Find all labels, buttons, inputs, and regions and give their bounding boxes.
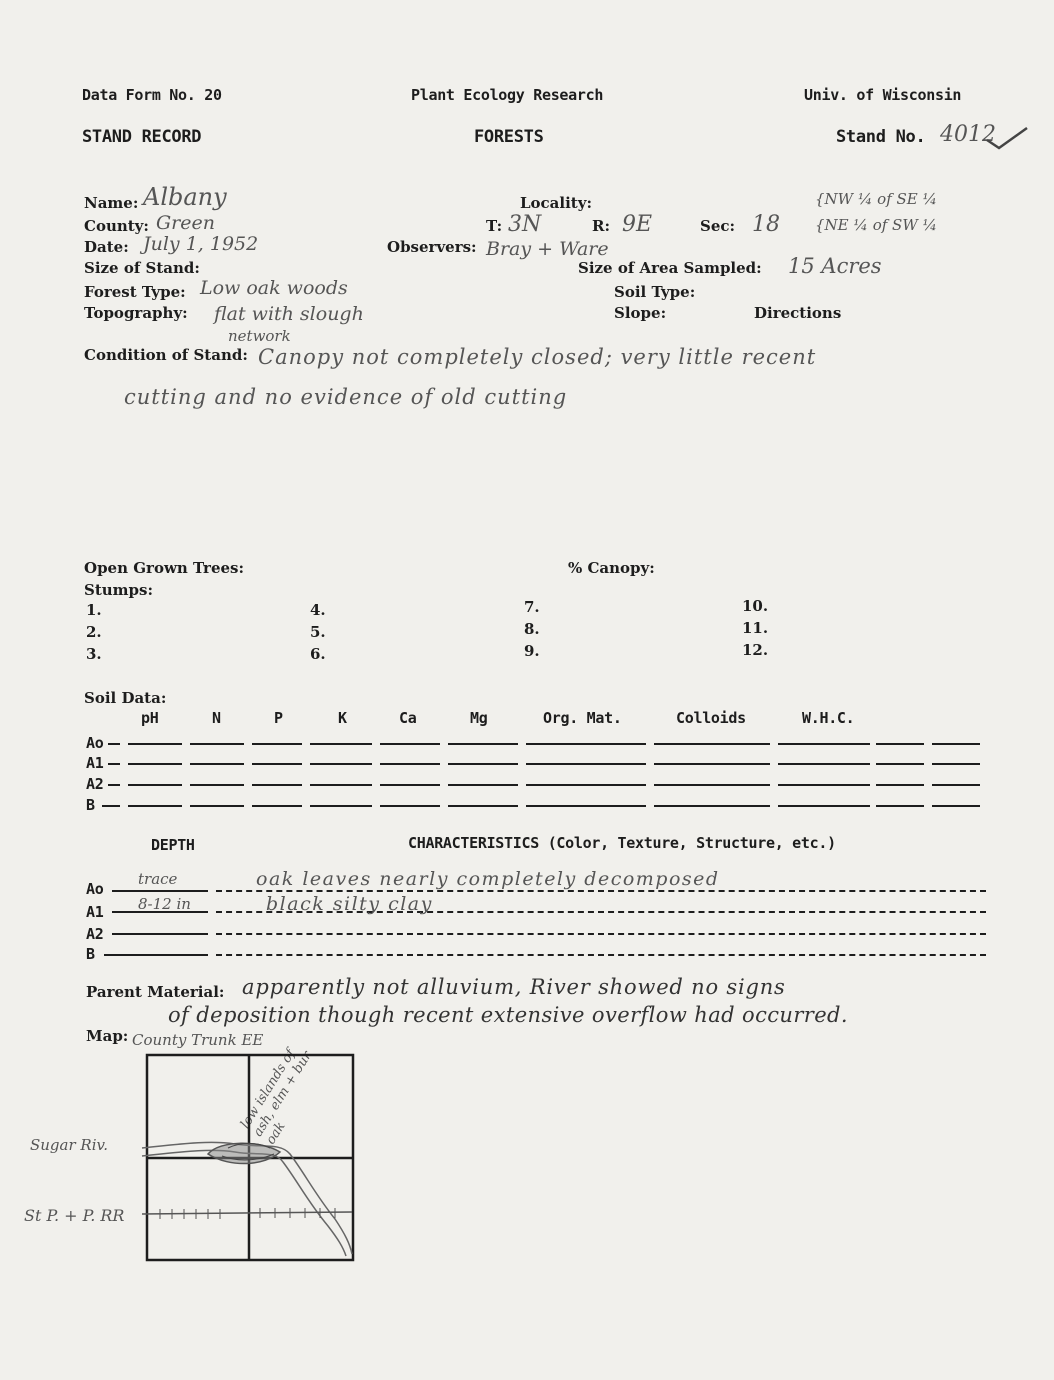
township-value: 3N xyxy=(508,212,542,237)
depth-row-ao: Ao xyxy=(86,880,104,898)
map-road-label: County Trunk EE xyxy=(132,1031,264,1049)
soil-row-a2: A2 xyxy=(86,775,104,793)
county-value: Green xyxy=(156,212,215,234)
depth-row-a2: A2 xyxy=(86,925,104,943)
stump-1: 1. xyxy=(86,601,102,619)
map-river-label: Sugar Riv. xyxy=(30,1136,108,1154)
county-label: County: xyxy=(84,217,149,235)
form-number: Data Form No. 20 xyxy=(82,86,222,104)
township-label: T: xyxy=(486,217,503,235)
soil-data-title: Soil Data: xyxy=(84,689,167,707)
stump-9: 9. xyxy=(524,642,540,660)
section-label: Sec: xyxy=(700,217,736,235)
name-value: Albany xyxy=(143,183,227,211)
topography-label: Topography: xyxy=(84,304,188,322)
stand-number-value: 4012 xyxy=(940,122,996,147)
open-grown-trees-label: Open Grown Trees: xyxy=(84,559,245,577)
soil-type-label: Soil Type: xyxy=(614,283,696,301)
condition-value-1: Canopy not completely closed; very little recent xyxy=(258,345,817,369)
ao-characteristics-value: oak leaves nearly completely decomposed xyxy=(256,868,720,890)
col-n: N xyxy=(212,709,221,727)
record-type: STAND RECORD xyxy=(82,127,202,147)
directions-label: Directions xyxy=(754,304,842,322)
condition-label: Condition of Stand: xyxy=(84,346,248,364)
stand-number-label: Stand No. xyxy=(836,127,926,147)
stump-11: 11. xyxy=(742,619,769,637)
stump-8: 8. xyxy=(524,620,540,638)
map-island-note: low islands of ash, elm + bur oak xyxy=(237,1047,315,1148)
col-k: K xyxy=(338,709,347,727)
stump-6: 6. xyxy=(310,645,326,663)
section-value: 18 xyxy=(752,212,780,237)
col-colloids: Colloids xyxy=(676,709,746,727)
range-label: R: xyxy=(592,217,611,235)
col-ph: pH xyxy=(141,709,159,727)
stump-3: 3. xyxy=(86,645,102,663)
stump-5: 5. xyxy=(310,623,326,641)
col-whc: W.H.C. xyxy=(802,709,855,727)
stump-10: 10. xyxy=(742,597,769,615)
stumps-label: Stumps: xyxy=(84,581,154,599)
depth-row-b: B xyxy=(86,945,95,963)
forest-type-label: Forest Type: xyxy=(84,283,186,301)
section-note-1: {NW ¼ of SE ¼ xyxy=(815,190,938,208)
locality-label: Locality: xyxy=(520,194,592,212)
size-of-stand-label: Size of Stand: xyxy=(84,259,200,277)
area-sampled-label: Size of Area Sampled: xyxy=(578,259,762,277)
parent-material-value-2: of deposition though recent extensive overflow had occurred. xyxy=(168,1003,848,1027)
slope-label: Slope: xyxy=(614,304,667,322)
col-p: P xyxy=(274,709,283,727)
a1-depth-value: 8-12 in xyxy=(138,895,191,913)
name-label: Name: xyxy=(84,194,139,212)
stand-map xyxy=(140,1044,370,1274)
date-value: July 1, 1952 xyxy=(143,233,259,255)
soil-row-ao: Ao xyxy=(86,734,104,752)
soil-row-b: B xyxy=(86,796,95,814)
soil-row-a1: A1 xyxy=(86,754,104,772)
canopy-label: % Canopy: xyxy=(568,559,655,577)
col-org-mat: Org. Mat. xyxy=(543,709,622,727)
university: Univ. of Wisconsin xyxy=(804,86,962,104)
parent-material-label: Parent Material: xyxy=(86,983,225,1001)
category: FORESTS xyxy=(474,127,544,147)
date-label: Date: xyxy=(84,238,129,256)
ao-depth-value: trace xyxy=(138,870,178,888)
organization: Plant Ecology Research xyxy=(411,86,604,104)
observers-value: Bray + Ware xyxy=(486,238,609,260)
stump-7: 7. xyxy=(524,598,540,616)
topography-value-2: network xyxy=(228,327,291,345)
depth-label: DEPTH xyxy=(151,836,195,854)
stump-4: 4. xyxy=(310,601,326,619)
condition-value-2: cutting and no evidence of old cutting xyxy=(124,385,568,409)
map-railroad-label: St P. + P. RR xyxy=(24,1206,125,1225)
col-mg: Mg xyxy=(470,709,488,727)
area-sampled-value: 15 Acres xyxy=(788,254,882,278)
stump-12: 12. xyxy=(742,641,769,659)
map-label: Map: xyxy=(86,1027,129,1045)
characteristics-label: CHARACTERISTICS (Color, Texture, Structure, etc.) xyxy=(408,834,836,852)
stump-2: 2. xyxy=(86,623,102,641)
col-ca: Ca xyxy=(399,709,417,727)
section-note-2: {NE ¼ of SW ¼ xyxy=(815,216,938,234)
a1-characteristics-value: black silty clay xyxy=(266,893,433,915)
range-value: 9E xyxy=(622,212,653,237)
forest-type-value: Low oak woods xyxy=(200,277,348,299)
depth-row-a1: A1 xyxy=(86,903,104,921)
topography-value: flat with slough xyxy=(214,303,364,325)
parent-material-value-1: apparently not alluvium, River showed no signs xyxy=(242,975,786,999)
observers-label: Observers: xyxy=(387,238,477,256)
